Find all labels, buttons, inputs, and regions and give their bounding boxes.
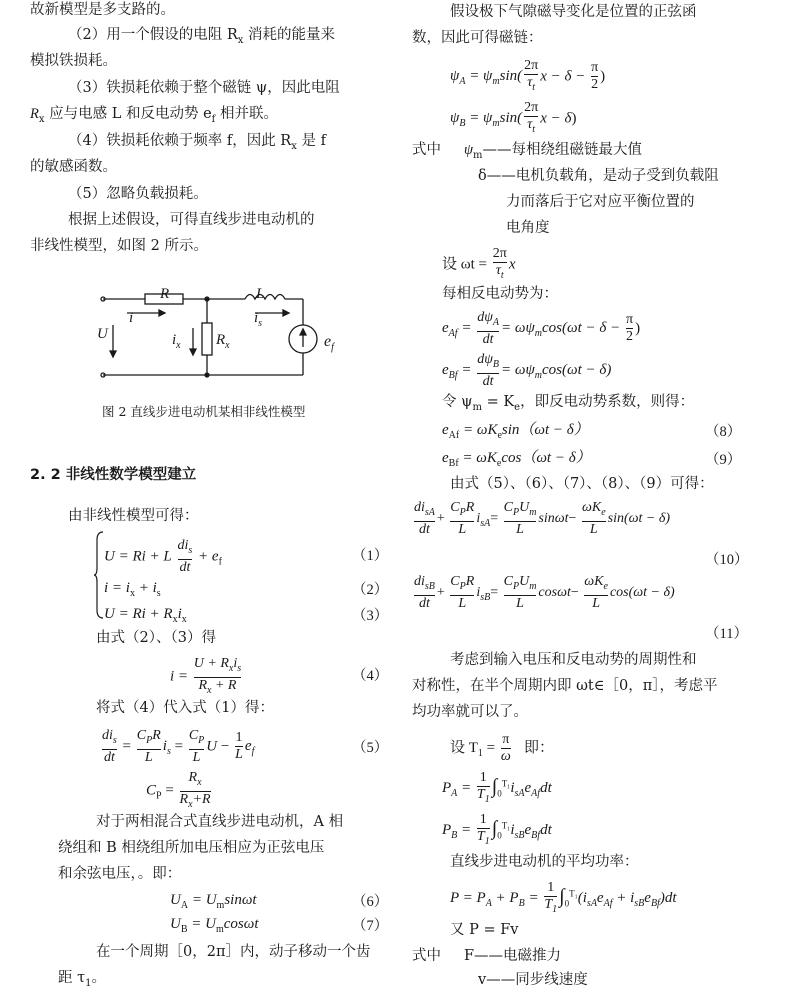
text-line: 均功率就可以了。 <box>412 704 528 720</box>
equation-1: U = Ri + L $\frac{di_s}{dt}$ + $e_f$ <box>104 538 222 575</box>
text-line: 模拟铁损耗。 <box>30 53 117 69</box>
v-description: v——同步线速度 <box>478 972 588 988</box>
delta-description: δ——电机负载角，是动子受到负载阻 <box>478 168 719 184</box>
eq-number-4: （4） <box>352 668 389 684</box>
equation-psi-B: $\psi_B = \psi_m\sin$( $\frac{2\pi}{\tau_t}$ x − δ) <box>450 100 576 138</box>
text-line: 由非线性模型可得： <box>68 508 199 524</box>
delta-description: 力而落后于它对应平衡位置的 <box>506 194 695 210</box>
text-line: 故新模型是多支路的。 <box>30 2 175 18</box>
eq-number-1: （1） <box>352 548 389 564</box>
eq-number-11: （11） <box>705 626 748 642</box>
label-ef: $e_f$ <box>324 333 334 354</box>
equation-7: $U_B = U_m\cos\omega t$ <box>170 916 259 935</box>
summary-line: 非线性模型，如图 2 所示。 <box>30 238 208 254</box>
text-line: 对称性，在半个周期内即 ωt∈［0，π］，考虑平 <box>412 678 718 694</box>
equation-8: $e_{Af} = \omega K_e\sin(\omega t - \delta)$ <box>442 422 589 441</box>
text-line: 由式（2）、（3）得 <box>96 630 216 646</box>
equation-9: $e_{Bf} = \omega K_e\cos(\omega t - \delta)$ <box>442 450 591 469</box>
equation-eBf: $e_{Bf}$ = $\frac{d\psi_B}{dt}$ = $\omega\psi_m\cos(\omega t - \delta)$ <box>442 352 612 389</box>
psi-m-description: $\psi_m——$每相绕组磁链最大值 <box>464 142 642 161</box>
assumption-3: （3）铁损耗依赖于整个磁链 ψ，因此电阻 <box>68 80 340 96</box>
equation-psi-A: $\psi_A = \psi_m\sin$( $\frac{2\pi}{\tau_t}$ x − δ − $\frac{\pi}{2}$ ) <box>450 58 605 96</box>
eq-number-9: （9） <box>705 452 742 468</box>
eq-number-10: （10） <box>705 552 749 568</box>
eq-number-3: （3） <box>352 608 389 624</box>
text-line: 直线步进电动机的平均功率： <box>450 854 639 870</box>
eq-number-6: （6） <box>352 894 389 910</box>
equation-PB: $P_B$ = $\frac{1}{T_1}$ $\int_0^{T_1}i_{sB}e_{Bf}dt$ <box>442 812 552 850</box>
equation-11: $\frac{di_{sB}}{dt}$ + $\frac{C_PR}{L}$ $i_{sB}=$ $\frac{C_PU_m}{L}$ cosωt− $\frac{\omega K_e}{L}$ cos(ωt − δ) <box>414 574 675 611</box>
label-L: L <box>256 286 265 302</box>
text-line: 在一个周期［0，2π］内，动子移动一个齿 <box>96 944 371 960</box>
cp-definition: $C_P$ = $\frac{R_x}{R_x+R}$ <box>146 770 213 813</box>
label-R: R <box>160 286 170 302</box>
text-line: 将式（4）代入式（1）得： <box>96 700 274 716</box>
text-line: 考虑到输入电压和反电动势的周期性和 <box>450 652 697 668</box>
set-T1: 设 $T_1$ = $\frac{\pi}{\omega}$ 即： <box>450 732 555 764</box>
text-line: 和余弦电压，。即： <box>58 866 182 882</box>
set-wt: 设 ωt = $\frac{2\pi}{\tau_t}$ x <box>442 246 516 284</box>
summary-line: 根据上述假设，可得直线步进电动机的 <box>68 212 315 228</box>
text-line: 每相反电动势为： <box>442 286 558 302</box>
figure-caption: 图 2 直线步进电动机某相非线性模型 <box>102 404 306 419</box>
text-line: 令 $\psi_m = K_e$，即反电动势系数，则得： <box>442 394 695 413</box>
eq-number-7: （7） <box>352 918 389 934</box>
equation-3: $U = Ri + R_xi_x$ <box>104 606 187 625</box>
assumption-4: （4）铁损耗依赖于频率 f，因此 $R_x$ 是 f <box>68 133 326 152</box>
text-line: 距 $\tau_1$。 <box>58 970 107 989</box>
equation-10: $\frac{di_{sA}}{dt}$ + $\frac{C_PR}{L}$ $i_{sA}=$ $\frac{C_PU_m}{L}$ sinωt− $\frac{\omega K_e}{L}$ sin(ωt − δ) <box>414 500 671 537</box>
where-label: 式中 <box>412 142 441 158</box>
equation-2: $i = i_x + i_s$ <box>104 580 161 599</box>
equation-eAf: $e_{Af}$ = $\frac{d\psi_A}{dt}$ = $\omega\psi_m\cos(\omega t - \delta$ − $\frac{\pi}{2}$ ) <box>442 310 641 347</box>
label-Rx: $R_x$ <box>216 332 230 351</box>
text-line: 由式（5）、（6）、（7）、（8）、（9）可得： <box>450 476 714 492</box>
delta-description: 电角度 <box>506 220 550 236</box>
equation-4: i = $\frac{U + R_xi_s}{R_x + R}$ <box>170 656 243 699</box>
eq-number-2: （2） <box>352 582 389 598</box>
label-U: U <box>97 326 108 342</box>
also-P: 又 P = Fv <box>450 922 519 938</box>
eq-number-5: （5） <box>352 740 389 756</box>
label-ix: $i_x$ <box>172 332 181 351</box>
equation-PA: $P_A$ = $\frac{1}{T_1}$ $\int_0^{T_1}i_{sA}e_{Af}dt$ <box>442 770 552 808</box>
eq-number-8: （8） <box>705 424 742 440</box>
label-is: $i_s$ <box>254 310 263 329</box>
text-line: 绕组和 B 相绕组所加电压相应为正弦电压 <box>58 840 325 856</box>
F-description: F——电磁推力 <box>464 948 562 964</box>
text-line: 数，因此可得磁链： <box>412 30 543 46</box>
assumption-2: （2）用一个假设的电阻 $R_x$ 消耗的能量来 <box>68 27 336 46</box>
where-label: 式中 <box>412 948 441 964</box>
text-line: $R_x$ 应与电感 L 和反电动势 $e_f$ 相并联。 <box>30 106 278 125</box>
assumption-5: （5）忽略负载损耗。 <box>68 186 208 202</box>
equation-6: $U_A = U_m\sin\omega t$ <box>170 892 257 911</box>
section-title: 2. 2 非线性数学模型建立 <box>30 467 197 483</box>
text-line: 的敏感函数。 <box>30 159 117 175</box>
text-line: 假设极下气隙磁导变化是位置的正弦函 <box>450 4 697 20</box>
equation-5: $\frac{di_s}{dt}$ = $\frac{C_PR}{L}$ $i_s$ = $\frac{C_P}{L}$ U − $\frac{1}{L}$ $e_f$ <box>102 728 255 765</box>
label-i: i <box>129 310 134 326</box>
text-line: 对于两相混合式直线步进电动机，A 相 <box>96 814 344 830</box>
equation-P: $P = P_A + P_B$ = $\frac{1}{T_1}$ $\int_0^{T_1}(i_{sA}e_{Af} + i_{sB}e_{Bf})dt$ <box>450 880 677 918</box>
